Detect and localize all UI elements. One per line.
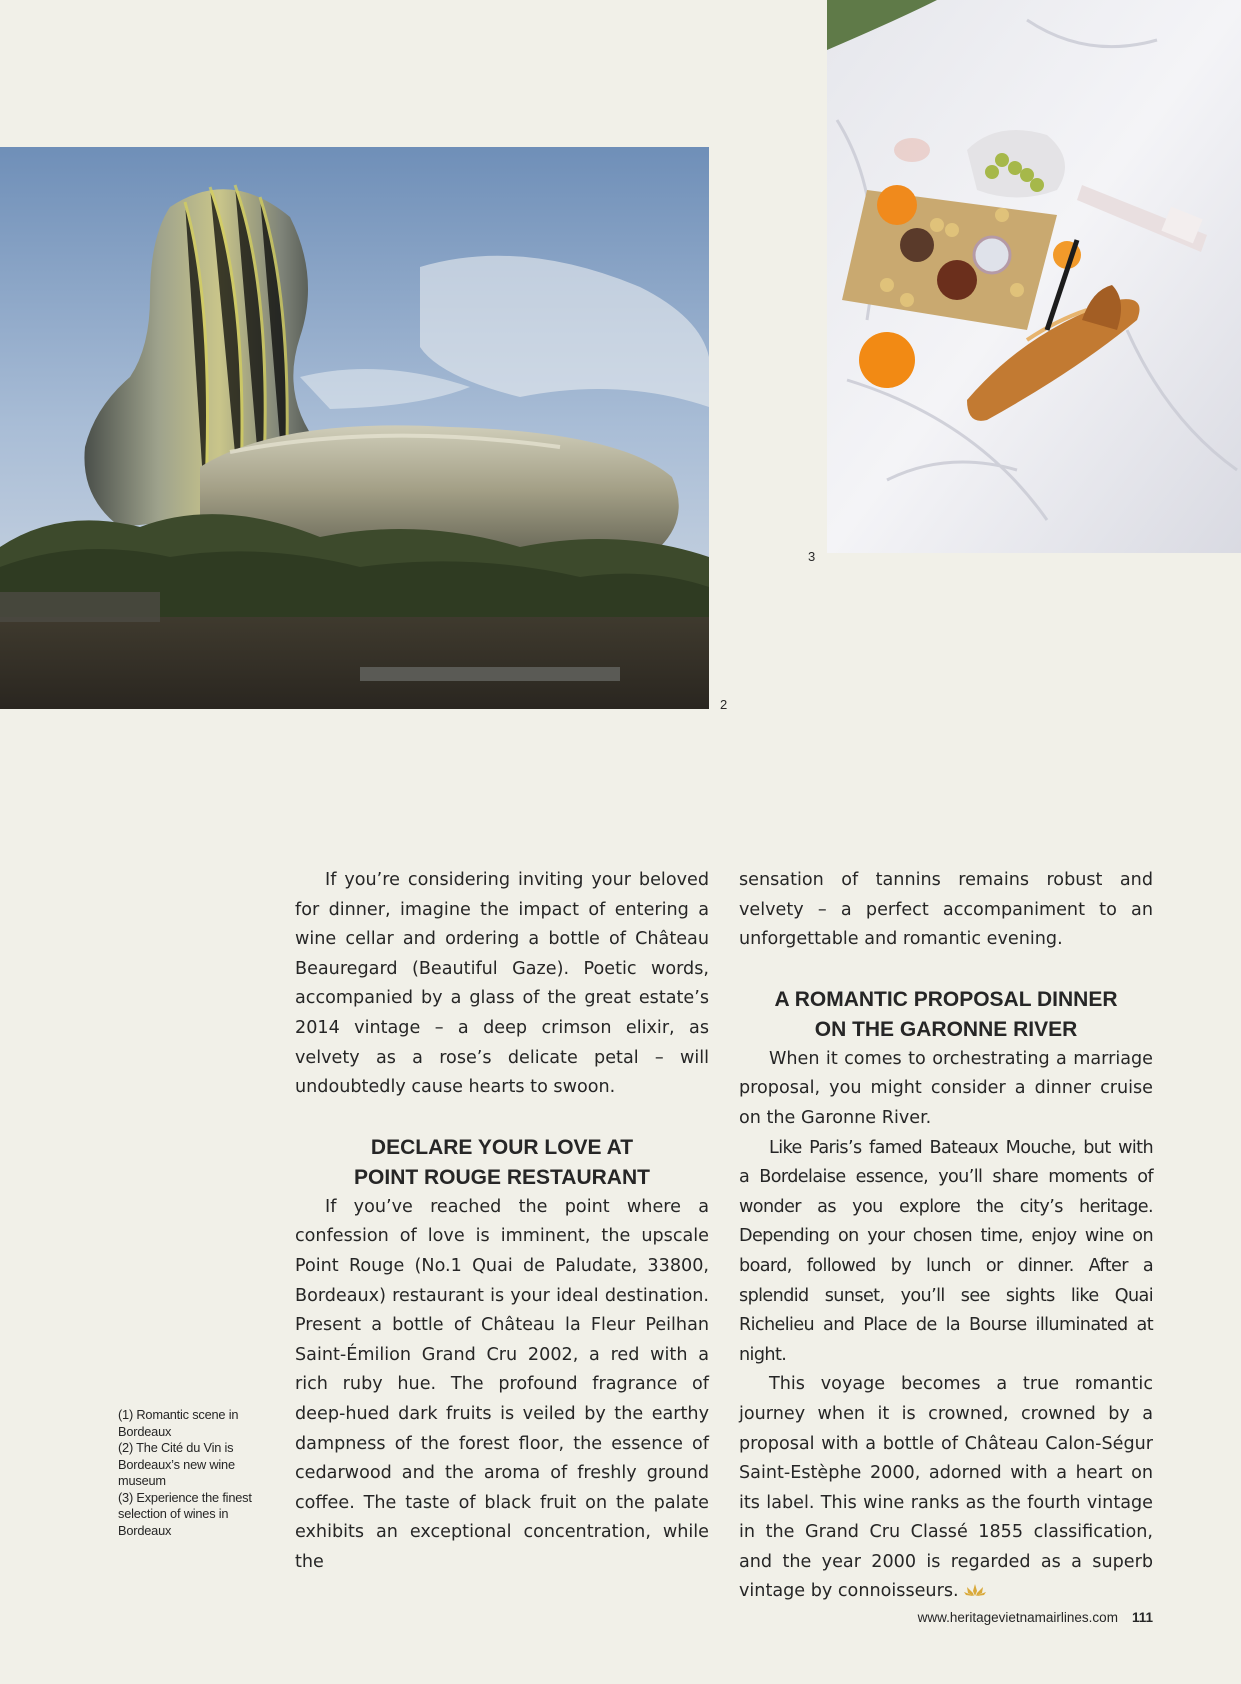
page-number: 111	[1131, 1610, 1153, 1625]
garonne-paragraph-2: Like Paris’s famed Bateaux Mouche, but with a Bordelaise essence, you’ll share moments of wonder as you explore the city’s heritage. Depending on your chosen time, enjoy wine on board, followed by lunch or dinner. After a splendid sunset, you’ll see sights like Quai Richelieu and Place de la Bourse illuminated at night.	[739, 1137, 1153, 1365]
section-heading-garonne	[739, 985, 1153, 1045]
heading-line: DECLARE YOUR LOVE AT	[370, 1135, 634, 1159]
footer-url[interactable]: www.heritagevietnamairlines.com	[917, 1610, 1118, 1625]
article-column-left	[295, 866, 709, 1577]
intro-paragraph: If you’re considering inviting your beloved for dinner, imagine the impact of entering a wine cellar and ordering a bottle of Château Beauregard (Beautiful Gaze). Poetic words, accompanied by a glass of the great estate’s 2014 vintage – a deep crimson elixir, as velvety as a rose’s delicate petal – will undoubtedly cause hearts to swoon.	[295, 870, 709, 1098]
heading-line: A ROMANTIC PROPOSAL DINNER	[774, 987, 1118, 1011]
picnic-photo	[827, 0, 1241, 553]
article-column-right	[739, 866, 1153, 1607]
figure-number-3: 3	[808, 549, 816, 564]
photo-captions	[118, 1407, 270, 1539]
caption-1: (1) Romantic scene in Bordeaux	[118, 1407, 239, 1439]
garonne-paragraph-1: When it comes to orchestrating a marriage proposal, you might consider a dinner cruise on the Garonne River.	[739, 1048, 1153, 1128]
lotus-icon	[963, 1583, 987, 1597]
heading-line: POINT ROUGE RESTAURANT	[354, 1165, 650, 1189]
figure-number-2: 2	[720, 697, 728, 712]
continuation-paragraph: sensation of tannins remains robust and velvety – a perfect accompaniment to an unforgettable and romantic evening.	[739, 870, 1153, 950]
caption-2: (2) The Cité du Vin is Bordeaux’s new wine museum	[118, 1440, 235, 1488]
page-footer	[918, 1610, 1153, 1625]
cite-du-vin-photo	[0, 147, 709, 709]
garonne-paragraph-3-text: This voyage becomes a true romantic journey when it is crowned, crowned by a proposal with a bottle of Château Calon-Ségur Saint-Estèphe 2000, adorned with a heart on its label. This wine ranks as the fourth vintage in the Grand Cru Classé 1855 classification, and the year 2000 is regarded as a superb vintage by connoisseurs.	[739, 1374, 1153, 1602]
heading-line: ON THE GARONNE RIVER	[814, 1017, 1078, 1041]
garonne-paragraph-3	[739, 1370, 1153, 1607]
caption-3: (3) Experience the finest selection of wines in Bordeaux	[118, 1489, 252, 1538]
point-rouge-paragraph: If you’ve reached the point where a confession of love is imminent, the upscale Point Rouge (No.1 Quai de Paludate, 33800, Bordeaux) restaurant is your ideal destination. Present a bottle of Château la Fleur Peilhan Saint-Émilion Grand Cru 2002, a red with a rich ruby hue. The profound fragrance of deep-hued dark fruits is veiled by the earthy dampness of the forest floor, the essence of cedarwood and the aroma of freshly ground coffee. The taste of black fruit on the palate exhibits an exceptional concentration, while the	[295, 1196, 709, 1572]
section-heading-point-rouge	[295, 1133, 709, 1193]
